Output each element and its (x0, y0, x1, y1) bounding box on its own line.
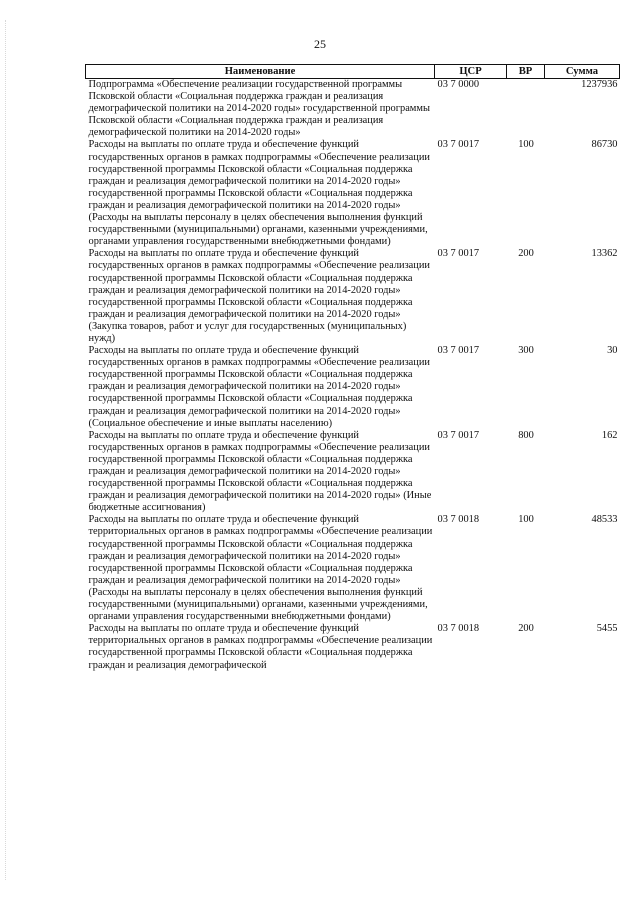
table-row (86, 79, 620, 140)
table-row (86, 623, 620, 671)
table-row (86, 345, 620, 430)
table-row (86, 248, 620, 345)
table-row (86, 430, 620, 515)
row-csr: 03 7 0017 (437, 248, 480, 260)
row-name: Расходы на выплаты по оплате труда и обеспечение функций территориальных органов в рамках подпрограммы «Обеспечение реализации государственной программы Псковской области «Социальная поддержка граждан и реализация демографической политики на 2014-2020 годы» государственной программы Псковской области «Социальная поддержка граждан и реализация демографической политики на 2014-2020 годы» (Расходы на выплаты персоналу в целях обеспечения выполнения функций государственными (муниципальными) органами, казенными учреждениями, органами управления государственными внебюджетными фондами) (88, 514, 433, 623)
header-name: Наименование (86, 65, 435, 79)
row-csr: 03 7 0017 (437, 139, 480, 151)
row-name: Расходы на выплаты по оплате труда и обеспечение функций территориальных органов в рамках подпрограммы «Обеспечение реализации государственной программы Псковской области «Социальная поддержка граждан и реализация демографической (88, 623, 433, 671)
row-sum: 30 (607, 345, 618, 357)
row-sum: 86730 (591, 139, 618, 151)
row-vr (507, 79, 545, 140)
row-name: Расходы на выплаты по оплате труда и обеспечение функций государственных органов в рамках подпрограммы «Обеспечение реализации государственной программы Псковской области «Социальная поддержка граждан и реализация демографической политики на 2014-2020 годы» государственной программы Псковской области «Социальная поддержка граждан и реализация демографической политики на 2014-2020 годы» (Расходы на выплаты персоналу в целях обеспечения выполнения функций государственными (муниципальными) органами, казенными учреждениями, органами управления государственными внебюджетными фондами) (88, 139, 430, 248)
scan-edge-marks (5, 20, 7, 880)
row-csr: 03 7 0017 (437, 345, 480, 357)
row-sum: 1237936 (581, 79, 618, 90)
header-vr: ВР (507, 65, 545, 79)
row-sum: 162 (601, 429, 618, 441)
row-sum: 48533 (591, 514, 618, 526)
row-vr: 200 (518, 623, 534, 635)
row-vr: 800 (518, 429, 534, 441)
table-row (86, 139, 620, 248)
row-csr: 03 7 0018 (437, 514, 480, 526)
table-header-row (86, 65, 620, 79)
row-csr: 03 7 0000 (437, 79, 480, 90)
row-name: Расходы на выплаты по оплате труда и обеспечение функций государственных органов в рамках подпрограммы «Обеспечение реализации государственной программы Псковской области «Социальная поддержка граждан и реализация демографической политики на 2014-2020 годы» государственной программы Псковской области «Социальная поддержка граждан и реализация демографической политики на 2014-2020 годы» (Иные бюджетные ассигнования) (88, 429, 432, 514)
row-name: Расходы на выплаты по оплате труда и обеспечение функций государственных органов в рамках подпрограммы «Обеспечение реализации государственной программы Псковской области «Социальная поддержка граждан и реализация демографической политики на 2014-2020 годы» государственной программы Псковской области «Социальная поддержка граждан и реализация демографической политики на 2014-2020 годы» (Социальное обеспечение и иные выплаты населению) (88, 345, 430, 429)
table-row (86, 514, 620, 623)
row-vr: 300 (518, 345, 534, 357)
budget-table (85, 64, 620, 672)
row-vr: 100 (518, 139, 534, 151)
header-sum: Сумма (545, 65, 620, 79)
row-sum: 5455 (596, 623, 618, 635)
row-name: Подпрограмма «Обеспечение реализации государственной программы Псковской области «Социальная поддержка граждан и реализация демографической политики на 2014-2020 годы» государственной программы Псковской области «Социальная поддержка граждан и реализация демографической политики на 2014-2020 годы» (88, 79, 430, 139)
row-vr: 200 (518, 248, 534, 260)
page-number: 25 (314, 37, 326, 51)
row-csr: 03 7 0018 (437, 623, 480, 635)
header-csr: ЦСР (435, 65, 507, 79)
row-name: Расходы на выплаты по оплате труда и обеспечение функций государственных органов в рамках подпрограммы «Обеспечение реализации государственной программы Псковской области «Социальная поддержка граждан и реализация демографической политики на 2014-2020 годы» государственной программы Псковской области «Социальная поддержка граждан и реализация демографической политики на 2014-2020 годы» (Закупка товаров, работ и услуг для государственных (муниципальных) нужд) (88, 248, 430, 344)
row-sum: 13362 (591, 248, 618, 260)
row-vr: 100 (518, 514, 534, 526)
row-csr: 03 7 0017 (437, 429, 480, 441)
